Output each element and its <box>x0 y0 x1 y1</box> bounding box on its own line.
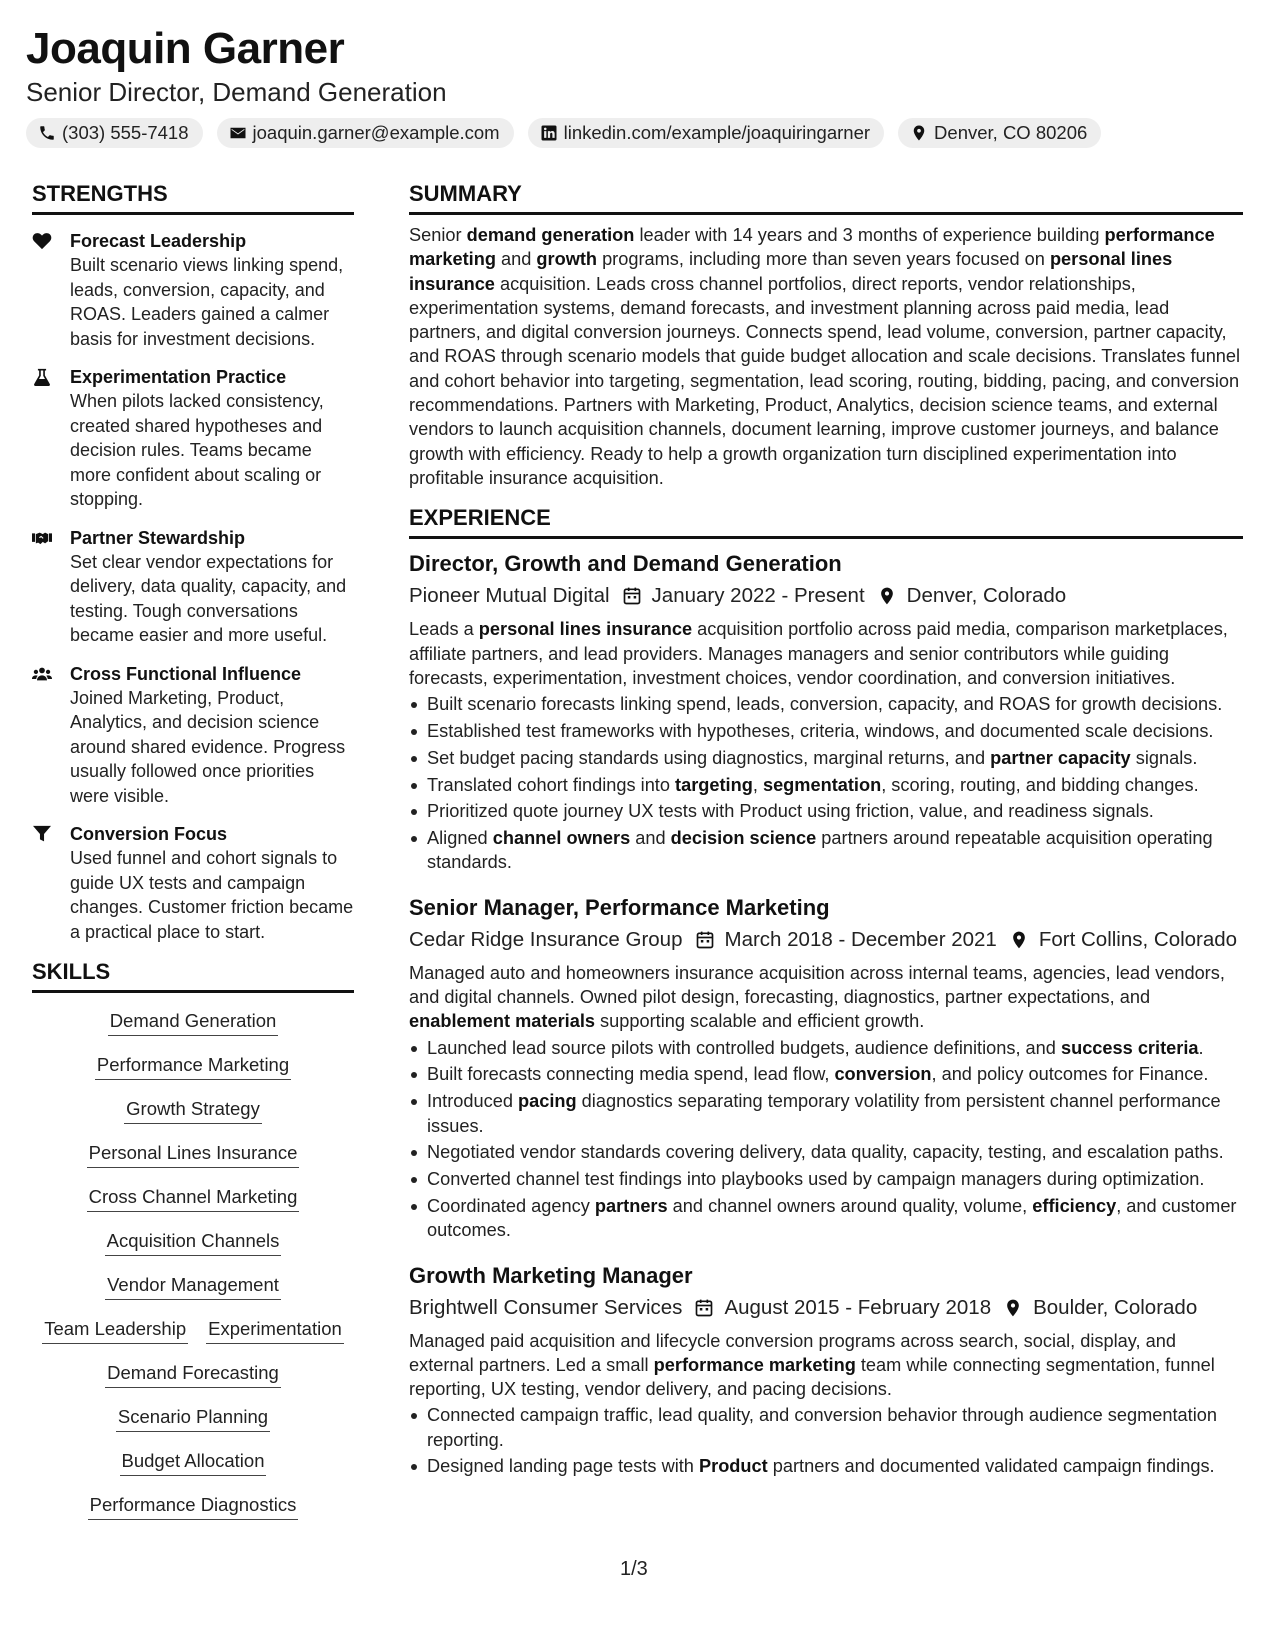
text-run: acquisition. Leads cross channel portfolios, direct reports, vendor relationships, experimentation systems, demand forecasts, and investment planning across paid media, lead partners, and digital conversion journeys. Connects spend, lead volume, conversion, partner capacity, and ROAS through scenario models that guide budget allocation and scale decisions. Translates funnel and cohort behavior into targeting, segmentation, lead scoring, routing, bidding, pacing, and conversion recommendations. Partners with Marketing, Product, Analytics, decision science teams, and external vendors to launch acquisition channels, document learning, improve customer journeys, and balance growth with efficiency. Ready to help a growth organization turn disciplined experimentation into profitable insurance acquisition. <box>409 273 1241 488</box>
bold-keyword: growth <box>536 249 598 270</box>
company-name: Pioneer Mutual Digital <box>409 584 610 608</box>
experience-entry <box>409 549 1243 874</box>
phone-text: (303) 555-7418 <box>62 122 189 143</box>
strength-desc: Used funnel and cohort signals to guide UX tests and campaign changes. Customer friction became a practical place to start. <box>70 848 354 942</box>
bold-keyword: partner capacity <box>990 747 1131 768</box>
linkedin-pill[interactable] <box>528 118 884 148</box>
job-description <box>409 617 1243 690</box>
text-run: , scoring, routing, and bidding changes. <box>881 774 1199 795</box>
text-run: partners around repeatable acquisition operating standards. <box>427 828 1213 873</box>
skill-row <box>32 1185 354 1212</box>
email-text: joaquin.garner@example.com <box>252 122 500 143</box>
achievement-item <box>409 1403 1243 1452</box>
skill-tag: Vendor Management <box>105 1273 281 1300</box>
text-run: team while connecting segmentation, funnel reporting, UX testing, vendor delivery, and pacing decisions. <box>409 1354 1215 1400</box>
phone-pill[interactable] <box>26 118 203 148</box>
strength-item <box>32 526 354 648</box>
text-run: supporting scalable and efficient growth. <box>595 1011 925 1032</box>
resume-header <box>26 22 1246 148</box>
text-run: leader with 14 years and 3 months of experience building <box>634 225 1105 245</box>
text-run: Managed paid acquisition and lifecycle conversion programs across search, social, display, and external partners. Led a small <box>409 1330 1176 1375</box>
skill-tag: Demand Forecasting <box>105 1361 281 1388</box>
text-run: Senior <box>409 225 467 245</box>
bold-keyword: Product <box>698 1456 768 1477</box>
skill-tag: Scenario Planning <box>116 1405 270 1432</box>
map-pin-icon <box>1009 930 1029 950</box>
strength-desc: Built scenario views linking spend, leads, conversion, capacity, and ROAS. Leaders gained a calmer basis for investment decisions. <box>70 255 344 349</box>
linkedin-text: linkedin.com/example/joaquiringarner <box>563 122 871 143</box>
skill-tag: Performance Marketing <box>95 1053 291 1080</box>
skill-row <box>32 1097 354 1124</box>
bold-keyword: decision science <box>670 828 817 849</box>
job-meta <box>409 581 1243 611</box>
skill-row <box>32 1053 354 1080</box>
achievement-item <box>409 1194 1243 1243</box>
strength-title: Partner Stewardship <box>70 527 246 548</box>
location-pill <box>898 118 1101 148</box>
text-run: Introduced <box>427 1091 518 1112</box>
job-dates: January 2022 - Present <box>651 584 865 608</box>
skill-tag: Growth Strategy <box>124 1097 262 1124</box>
email-pill[interactable] <box>217 118 514 148</box>
job-location: Denver, Colorado <box>906 584 1067 608</box>
bold-keyword: performance marketing <box>653 1354 856 1375</box>
text-run: signals. <box>1130 747 1198 768</box>
skills-heading: SKILLS <box>32 958 354 993</box>
achievement-item <box>409 1454 1243 1478</box>
calendar-icon <box>622 586 642 606</box>
job-description <box>409 1329 1243 1402</box>
users-icon <box>32 665 52 683</box>
job-dates: August 2015 - February 2018 <box>724 1295 992 1319</box>
bold-keyword: conversion <box>834 1064 932 1085</box>
candidate-name: Joaquin Garner <box>26 24 345 73</box>
skill-row <box>32 1317 354 1344</box>
skill-tag: Performance Diagnostics <box>88 1493 299 1520</box>
candidate-title: Senior Director, Demand Generation <box>26 77 447 107</box>
job-meta <box>409 1293 1243 1323</box>
skill-row <box>32 1229 354 1256</box>
text-run: acquisition portfolio across paid media, comparison marketplaces, affiliate partners, and lead providers. Manages managers and senior contributors while guiding forecasts, experimentation, investment choices, vendor coordination, and conversion initiatives. <box>409 619 1228 688</box>
achievement-item <box>409 692 1243 716</box>
left-column <box>32 180 354 1537</box>
text-run: Managed auto and homeowners insurance acquisition across internal teams, agencies, lead vendors, and digital channels. Owned pilot design, forecasting, diagnostics, partner expectations, and <box>409 962 1225 1008</box>
text-run: Launched lead source pilots with controlled budgets, audience definitions, and <box>427 1037 1061 1058</box>
summary-text <box>409 223 1243 490</box>
text-run: and <box>630 828 671 849</box>
achievement-list <box>409 1036 1243 1243</box>
text-run: Negotiated vendor standards covering delivery, data quality, capacity, testing, and escalation paths. <box>427 1142 1224 1163</box>
achievement-item <box>409 1167 1243 1191</box>
skill-tag: Acquisition Channels <box>105 1229 282 1256</box>
text-run: , <box>752 774 763 795</box>
achievement-item <box>409 1062 1243 1086</box>
strength-title: Conversion Focus <box>70 824 228 844</box>
bold-keyword: personal lines insurance <box>478 619 693 640</box>
skill-row <box>32 1493 354 1520</box>
bold-keyword: success criteria <box>1060 1037 1199 1058</box>
right-column <box>409 180 1243 1481</box>
skill-row <box>32 1449 354 1476</box>
bold-keyword: partners <box>594 1195 668 1216</box>
skill-row <box>32 1009 354 1036</box>
strength-item <box>32 822 354 944</box>
linkedin-icon <box>540 124 558 142</box>
calendar-icon <box>694 1298 714 1318</box>
summary-heading: SUMMARY <box>409 180 1243 215</box>
text-run: Designed landing page tests with <box>427 1456 699 1477</box>
flask-icon <box>32 368 52 386</box>
skill-tag: Personal Lines Insurance <box>87 1141 300 1168</box>
skill-row <box>32 1361 354 1388</box>
skill-tag: Cross Channel Marketing <box>87 1185 300 1212</box>
job-meta <box>409 925 1243 955</box>
company-name: Cedar Ridge Insurance Group <box>409 927 683 951</box>
job-title: Director, Growth and Demand Generation <box>409 551 842 577</box>
achievement-item <box>409 826 1243 875</box>
strength-title: Forecast Leadership <box>70 231 247 251</box>
map-pin-icon <box>910 124 928 142</box>
skills-list <box>32 1009 354 1520</box>
skill-tag: Demand Generation <box>108 1009 279 1036</box>
heart-icon <box>32 232 52 250</box>
achievement-item <box>409 799 1243 823</box>
job-title: Growth Marketing Manager <box>409 1262 693 1288</box>
map-pin-icon <box>877 586 897 606</box>
strengths-heading: STRENGTHS <box>32 180 354 215</box>
strength-title: Experimentation Practice <box>70 367 287 387</box>
text-run: Connected campaign traffic, lead quality, and conversion behavior through audience segmentation reporting. <box>427 1405 1217 1450</box>
bold-keyword: demand generation <box>466 225 635 245</box>
strengths-list <box>32 229 354 944</box>
text-run: Set budget pacing standards using diagnostics, marginal returns, and <box>427 747 991 768</box>
achievement-item <box>409 773 1243 797</box>
bold-keyword: pacing <box>518 1091 577 1112</box>
achievement-item <box>409 746 1243 770</box>
text-run: programs, including more than seven years focused on <box>597 249 1050 270</box>
strength-desc: When pilots lacked consistency, created shared hypotheses and decision rules. Teams became more confident about scaling or stopping. <box>70 391 324 509</box>
text-run: Aligned <box>427 828 493 849</box>
filter-icon <box>32 825 52 843</box>
skill-tag: Experimentation <box>206 1317 344 1344</box>
experience-entry <box>409 893 1243 1243</box>
achievement-list <box>409 692 1243 875</box>
text-run: Coordinated agency <box>427 1195 595 1216</box>
experience-heading: EXPERIENCE <box>409 504 1243 539</box>
handshake-icon <box>32 529 52 547</box>
location-text: Denver, CO 80206 <box>934 122 1088 143</box>
experience-entry <box>409 1261 1243 1479</box>
bold-keyword: channel owners <box>492 828 631 849</box>
bold-keyword: segmentation <box>762 774 882 795</box>
strength-item <box>32 662 354 809</box>
achievement-item <box>409 719 1243 743</box>
job-title: Senior Manager, Performance Marketing <box>409 894 830 920</box>
text-run: and <box>495 249 537 270</box>
text-run: Built scenario forecasts linking spend, leads, conversion, capacity, and ROAS for growth decisions. <box>427 694 1223 715</box>
skill-tag: Budget Allocation <box>120 1449 267 1476</box>
skill-row <box>32 1141 354 1168</box>
skill-tag: Team Leadership <box>42 1317 188 1344</box>
job-location: Boulder, Colorado <box>1033 1295 1198 1319</box>
strength-desc: Set clear vendor expectations for delivery, data quality, capacity, and testing. Tough conversations became easier and more useful. <box>70 551 347 645</box>
text-run: Leads a <box>409 619 479 640</box>
job-description <box>409 961 1243 1034</box>
text-run: and channel owners around quality, volume, <box>667 1195 1033 1216</box>
map-pin-icon <box>1003 1298 1023 1318</box>
text-run: Prioritized quote journey UX tests with Product using friction, value, and readiness signals. <box>427 801 1154 822</box>
job-location: Fort Collins, Colorado <box>1038 927 1238 951</box>
achievement-item <box>409 1140 1243 1164</box>
text-run: Built forecasts connecting media spend, lead flow, <box>427 1064 835 1085</box>
calendar-icon <box>695 930 715 950</box>
skill-row <box>32 1405 354 1432</box>
bold-keyword: efficiency <box>1032 1195 1117 1216</box>
strength-item <box>32 365 354 512</box>
experience-list <box>409 549 1243 1479</box>
text-run: diagnostics separating temporary volatility from persistent channel performance issues. <box>427 1091 1221 1136</box>
page-indicator: 1/3 <box>620 1558 648 1580</box>
text-run: Established test frameworks with hypotheses, criteria, windows, and documented scale decisions. <box>427 720 1214 741</box>
strength-item <box>32 229 354 351</box>
bold-keyword: performance marketing <box>409 225 1215 270</box>
strength-desc: Joined Marketing, Product, Analytics, and decision science around shared evidence. Progress usually followed once priorities were visible. <box>70 687 346 806</box>
bold-keyword: targeting <box>675 774 753 795</box>
text-run: Translated cohort findings into <box>427 774 676 795</box>
strength-title: Cross Functional Influence <box>70 663 302 684</box>
job-dates: March 2018 - December 2021 <box>724 927 997 951</box>
company-name: Brightwell Consumer Services <box>409 1295 683 1319</box>
contact-bar <box>26 118 1246 148</box>
text-run: . <box>1198 1037 1204 1058</box>
achievement-item <box>409 1036 1243 1060</box>
envelope-icon <box>229 124 247 142</box>
text-run: partners and documented validated campaign findings. <box>767 1456 1215 1477</box>
text-run: , and policy outcomes for Finance. <box>931 1064 1209 1085</box>
text-run: Converted channel test findings into playbooks used by campaign managers during optimization. <box>427 1169 1205 1190</box>
bold-keyword: personal lines insurance <box>409 249 1173 294</box>
bold-keyword: enablement materials <box>409 1011 595 1032</box>
achievement-item <box>409 1089 1243 1138</box>
skill-row <box>32 1273 354 1300</box>
phone-icon <box>38 124 56 142</box>
achievement-list <box>409 1403 1243 1478</box>
text-run: , and customer outcomes. <box>427 1195 1237 1241</box>
